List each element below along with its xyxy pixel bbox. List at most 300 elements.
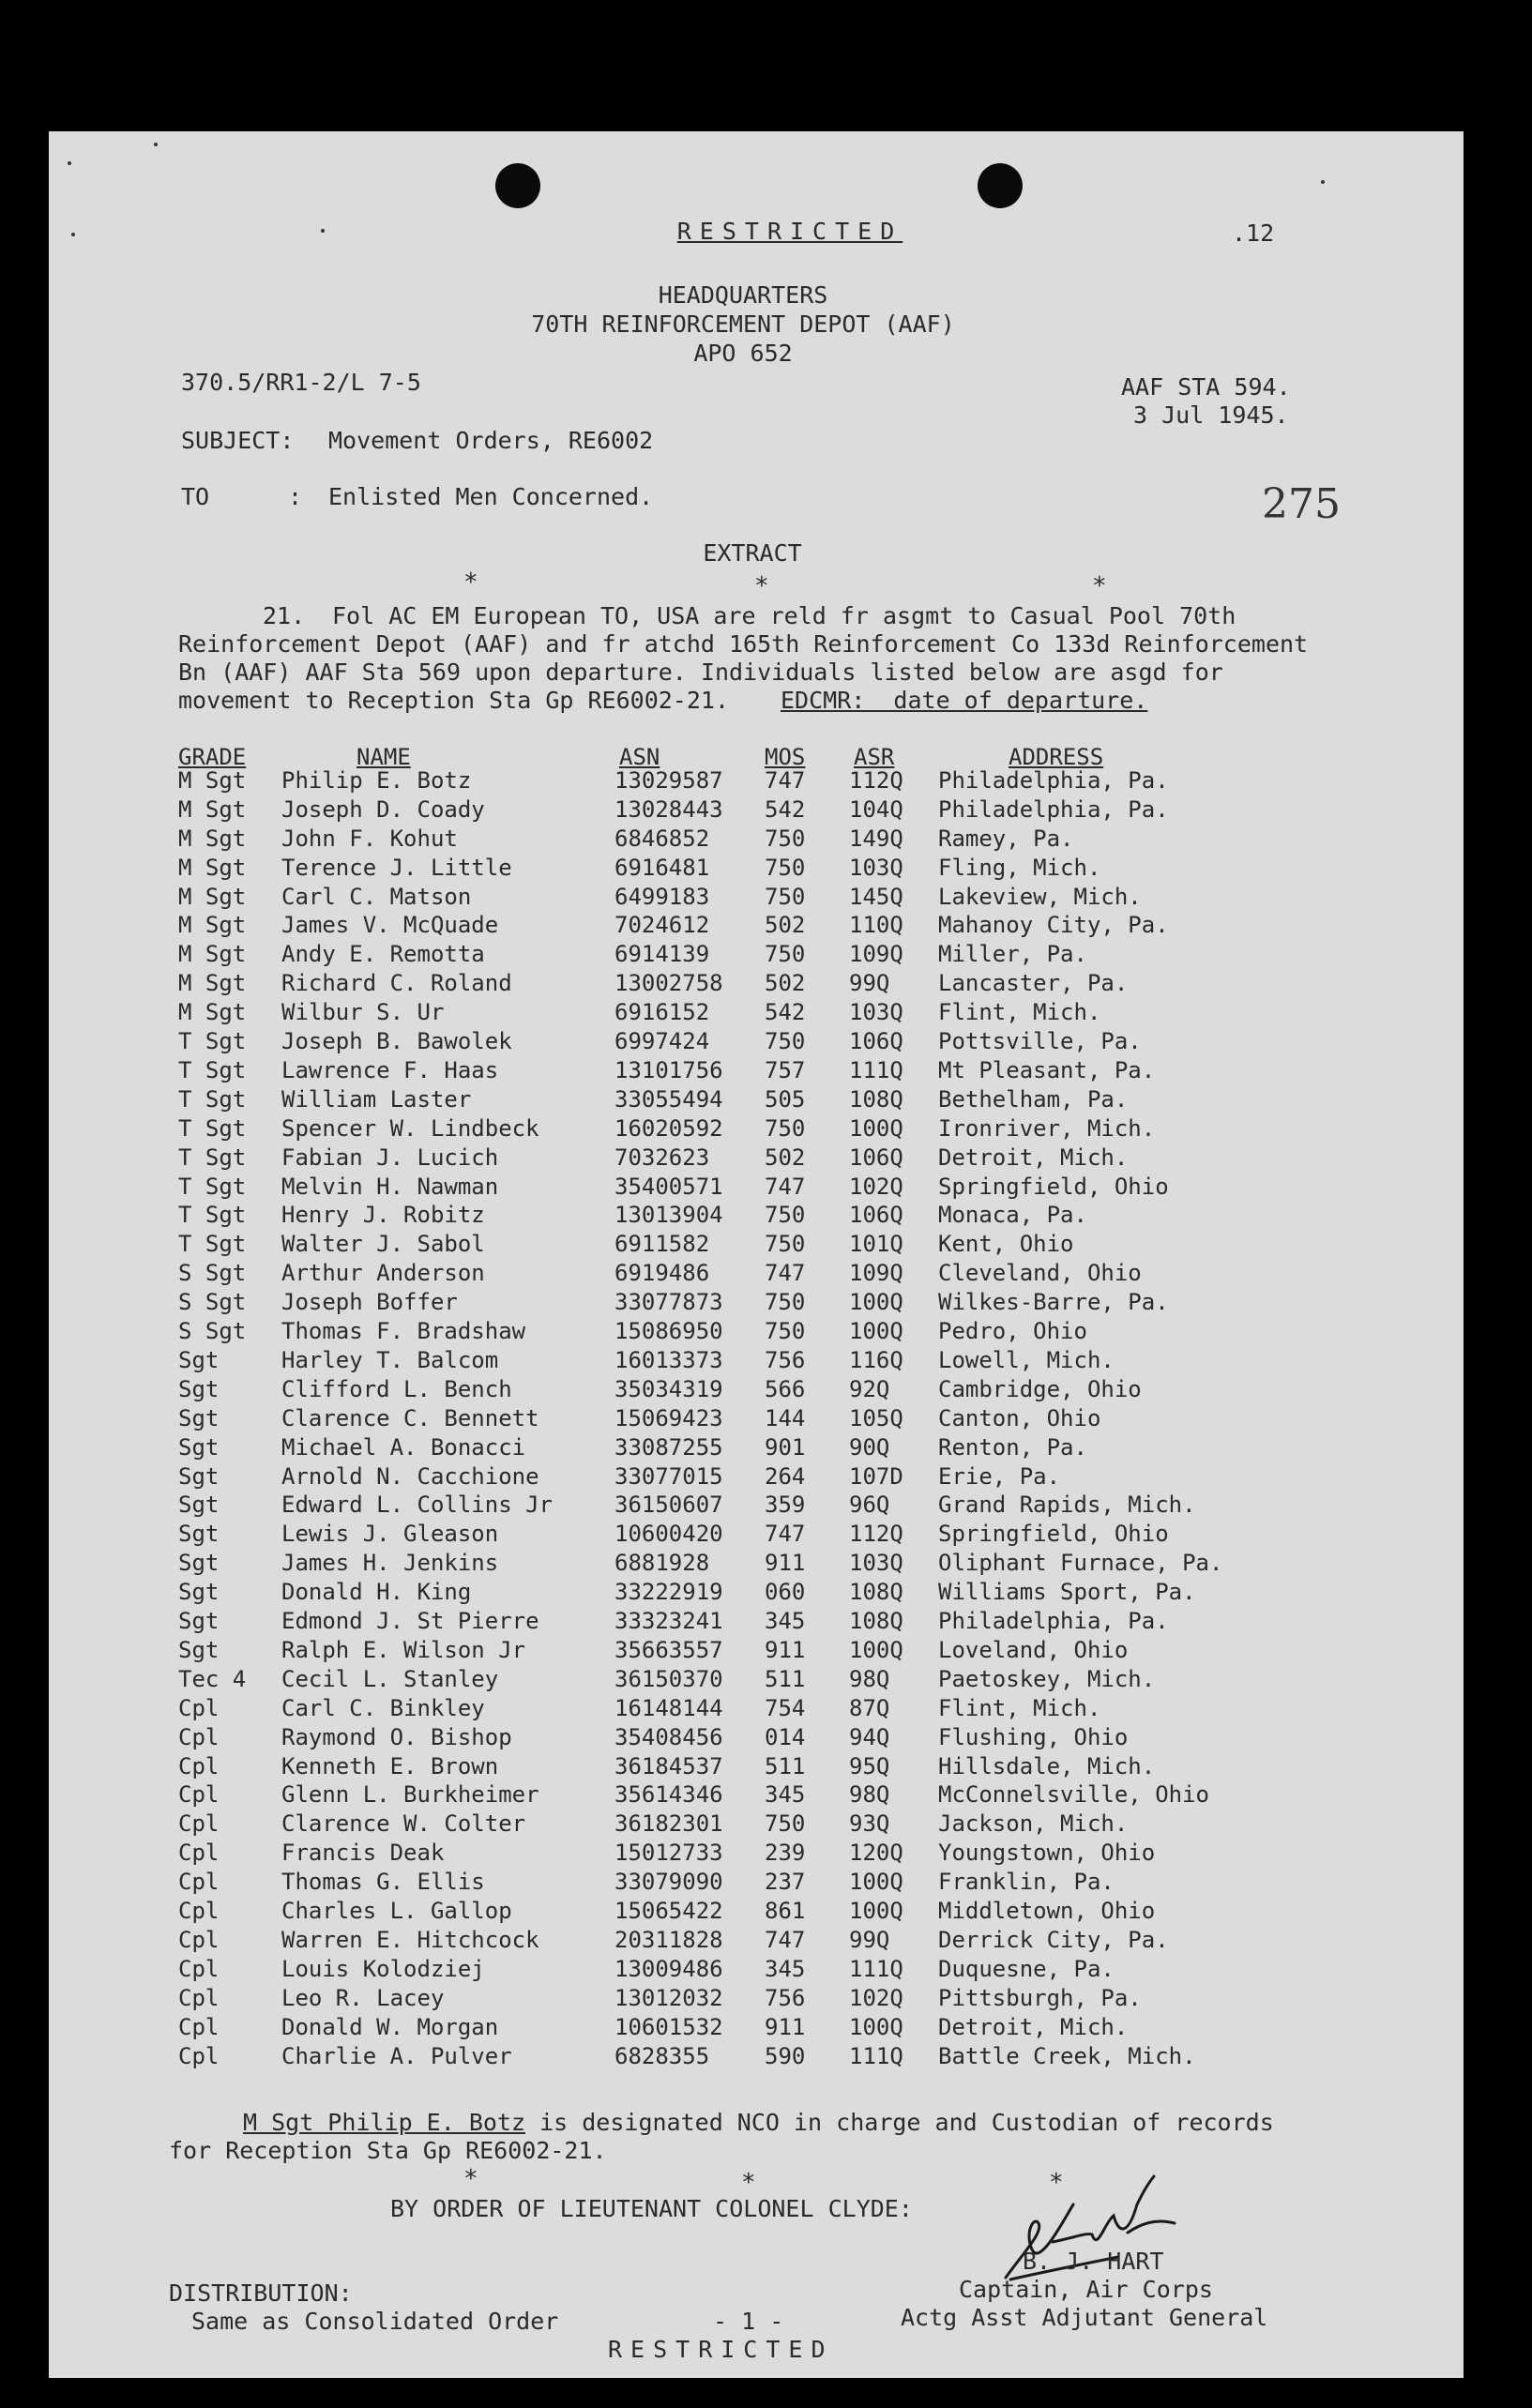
cell-grade: Cpl [178, 2013, 220, 2040]
cell-address: Wilkes-Barre, Pa. [938, 1289, 1169, 1316]
cell-grade: M Sgt [178, 941, 247, 968]
cell-mos: 237 [765, 1869, 806, 1896]
cell-mos: 750 [765, 1231, 806, 1258]
cell-name: Donald W. Morgan [281, 2013, 499, 2040]
cell-asr: 106Q [849, 1143, 903, 1171]
cell-mos: 750 [765, 1202, 806, 1229]
cell-asr: 103Q [849, 854, 903, 881]
cell-mos: 542 [765, 999, 806, 1026]
cell-grade: M Sgt [178, 795, 247, 823]
cell-address: Mahanoy City, Pa. [938, 912, 1169, 939]
cell-mos: 747 [765, 766, 806, 794]
cell-asr: 106Q [849, 1028, 903, 1054]
cell-asn: 33077873 [614, 1289, 723, 1316]
cell-asr: 99Q [849, 1926, 890, 1953]
cell-grade: T Sgt [178, 1202, 247, 1229]
cell-grade: Cpl [178, 1694, 220, 1721]
speck [321, 229, 325, 233]
cell-address: Cleveland, Ohio [938, 1260, 1142, 1287]
cell-mos: 750 [765, 1810, 806, 1838]
restricted-marking-top: RESTRICTED [676, 218, 903, 245]
cell-address: Springfield, Ohio [938, 1173, 1169, 1200]
cell-grade: Cpl [178, 1869, 220, 1896]
paragraph-number: 21. [263, 602, 306, 629]
cell-asn: 33323241 [614, 1608, 723, 1634]
cell-mos: 511 [765, 1752, 806, 1779]
cell-grade: S Sgt [178, 1260, 247, 1287]
cell-name: Michael A. Bonacci [281, 1433, 526, 1461]
cell-asn: 35663557 [614, 1636, 723, 1663]
cell-name: Edmond J. St Pierre [281, 1608, 539, 1634]
cell-asr: 112Q [849, 766, 903, 794]
cell-asn: 6916152 [614, 999, 710, 1026]
cell-mos: 542 [765, 795, 806, 823]
cell-grade: Sgt [178, 1346, 220, 1373]
signer-name: B. J. HART [1023, 2248, 1164, 2275]
cell-asn: 6919486 [614, 1260, 710, 1287]
cell-asr: 116Q [849, 1346, 903, 1373]
cell-name: Philip E. Botz [281, 766, 472, 794]
separator-star: * [1092, 572, 1107, 600]
cell-asn: 7032623 [614, 1143, 710, 1171]
cell-asr: 100Q [849, 1636, 903, 1663]
cell-asr: 102Q [849, 1173, 903, 1200]
cell-grade: T Sgt [178, 1114, 247, 1142]
cell-asn: 33222919 [614, 1579, 723, 1606]
cell-mos: 502 [765, 912, 806, 939]
cell-asn: 6914139 [614, 941, 710, 968]
cell-asr: 111Q [849, 1955, 903, 1982]
cell-name: Donald H. King [281, 1579, 472, 1606]
cell-asr: 120Q [849, 1840, 903, 1867]
cell-asn: 36184537 [614, 1752, 723, 1779]
cell-address: Flint, Mich. [938, 1694, 1101, 1721]
subject-label: SUBJECT: [181, 427, 295, 454]
cell-name: Wilbur S. Ur [281, 999, 445, 1026]
cell-name: William Laster [281, 1085, 472, 1113]
cell-mos: 747 [765, 1260, 806, 1287]
cell-asn: 13013904 [614, 1202, 723, 1229]
cell-address: Loveland, Ohio [938, 1636, 1129, 1663]
cell-asr: 100Q [849, 1114, 903, 1142]
cell-mos: 750 [765, 1028, 806, 1054]
cell-address: Williams Sport, Pa. [938, 1579, 1196, 1606]
cell-asn: 6846852 [614, 825, 710, 852]
cell-mos: 757 [765, 1056, 806, 1083]
cell-grade: Sgt [178, 1433, 220, 1461]
cell-name: Carl C. Binkley [281, 1694, 485, 1721]
cell-asr: 99Q [849, 970, 890, 997]
station-line: AAF STA 594. [1121, 373, 1291, 401]
cell-asr: 100Q [849, 2013, 903, 2040]
cell-address: Battle Creek, Mich. [938, 2042, 1196, 2069]
nco-text: is designated NCO in charge and Custodian of records [525, 2109, 1274, 2136]
nco-designation [243, 2109, 1274, 2137]
cell-name: Cecil L. Stanley [281, 1665, 499, 1692]
cell-address: Kent, Ohio [938, 1231, 1074, 1258]
cell-asr: 96Q [849, 1492, 890, 1519]
cell-grade: Cpl [178, 1898, 220, 1924]
separator-star: * [1049, 2169, 1064, 2197]
cell-asr: 102Q [849, 1984, 903, 2011]
signer-title: Actg Asst Adjutant General [901, 2304, 1268, 2331]
cell-grade: Tec 4 [178, 1665, 247, 1692]
cell-asr: 95Q [849, 1752, 890, 1779]
cell-address: Flushing, Ohio [938, 1723, 1129, 1750]
cell-mos: 511 [765, 1665, 806, 1692]
cell-name: Raymond O. Bishop [281, 1723, 512, 1750]
cell-grade: Cpl [178, 1723, 220, 1750]
cell-grade: M Sgt [178, 883, 247, 910]
cell-mos: 756 [765, 1984, 806, 2011]
cell-address: Renton, Pa. [938, 1433, 1087, 1461]
cell-name: Francis Deak [281, 1840, 445, 1867]
hq-line: HEADQUARTERS [658, 281, 828, 309]
cell-asr: 106Q [849, 1202, 903, 1229]
cell-name: Andy E. Remotta [281, 941, 485, 968]
cell-name: Charlie A. Pulver [281, 2042, 512, 2069]
cell-name: Edward L. Collins Jr [281, 1492, 553, 1519]
cell-grade: Sgt [178, 1608, 220, 1634]
cell-mos: 911 [765, 1550, 806, 1577]
cell-asn: 10600420 [614, 1521, 723, 1548]
cell-name: Louis Kolodziej [281, 1955, 485, 1982]
cell-address: Pittsburgh, Pa. [938, 1984, 1142, 2011]
cell-address: Springfield, Ohio [938, 1521, 1169, 1548]
column-header-asn: ASN [619, 744, 660, 770]
cell-address: Monaca, Pa. [938, 1202, 1087, 1229]
cell-address: McConnelsville, Ohio [938, 1781, 1209, 1809]
cell-address: Cambridge, Ohio [938, 1375, 1142, 1402]
cell-mos: 750 [765, 1114, 806, 1142]
cell-name: James V. McQuade [281, 912, 499, 939]
cell-name: Harley T. Balcom [281, 1346, 499, 1373]
cell-asn: 6499183 [614, 883, 710, 910]
cell-address: Pedro, Ohio [938, 1318, 1087, 1344]
cell-asn: 35400571 [614, 1173, 723, 1200]
cell-name: Joseph Boffer [281, 1289, 458, 1316]
body-line: Bn (AAF) AAF Sta 569 upon departure. Individuals listed below are asgd for [178, 659, 1223, 686]
separator-star: * [754, 572, 769, 600]
cell-name: Lawrence F. Haas [281, 1056, 499, 1083]
cell-mos: 264 [765, 1462, 806, 1490]
cell-grade: S Sgt [178, 1318, 247, 1344]
extract-title: EXTRACT [703, 539, 802, 567]
cell-grade: Sgt [178, 1550, 220, 1577]
speck [71, 233, 75, 236]
cell-grade: T Sgt [178, 1173, 247, 1200]
cell-name: Clarence W. Colter [281, 1810, 526, 1838]
cell-grade: M Sgt [178, 970, 247, 997]
cell-address: Philadelphia, Pa. [938, 766, 1169, 794]
cell-address: Middletown, Ohio [938, 1898, 1156, 1924]
cell-asr: 111Q [849, 2042, 903, 2069]
cell-address: Oliphant Furnace, Pa. [938, 1550, 1223, 1577]
signer-rank: Captain, Air Corps [959, 2276, 1213, 2303]
body-line: movement to Reception Sta Gp RE6002-21. [178, 687, 729, 714]
cell-asn: 35614346 [614, 1781, 723, 1809]
cell-grade: M Sgt [178, 912, 247, 939]
cell-mos: 239 [765, 1840, 806, 1867]
cell-asn: 16148144 [614, 1694, 723, 1721]
cell-asn: 15086950 [614, 1318, 723, 1344]
cell-mos: 144 [765, 1404, 806, 1431]
cell-asn: 6881928 [614, 1550, 710, 1577]
cell-mos: 502 [765, 970, 806, 997]
cell-asr: 98Q [849, 1781, 890, 1809]
cell-address: Franklin, Pa. [938, 1869, 1115, 1896]
cell-mos: 505 [765, 1085, 806, 1113]
cell-asr: 90Q [849, 1433, 890, 1461]
cell-asr: 104Q [849, 795, 903, 823]
cell-asn: 33087255 [614, 1433, 723, 1461]
cell-grade: T Sgt [178, 1085, 247, 1113]
cell-asr: 101Q [849, 1231, 903, 1258]
cell-mos: 750 [765, 883, 806, 910]
cell-asn: 36150370 [614, 1665, 723, 1692]
cell-name: Henry J. Robitz [281, 1202, 485, 1229]
cell-mos: 861 [765, 1898, 806, 1924]
cell-mos: 911 [765, 2013, 806, 2040]
cell-grade: M Sgt [178, 854, 247, 881]
hq-unit-line: 70TH REINFORCEMENT DEPOT (AAF) [531, 310, 955, 338]
column-header-asr: ASR [854, 744, 895, 770]
punch-hole [978, 163, 1023, 208]
cell-grade: T Sgt [178, 1028, 247, 1054]
cell-grade: Cpl [178, 1926, 220, 1953]
cell-grade: T Sgt [178, 1231, 247, 1258]
cell-name: Lewis J. Gleason [281, 1521, 499, 1548]
cell-name: Terence J. Little [281, 854, 512, 881]
punch-hole [495, 163, 540, 208]
nco-name: M Sgt Philip E. Botz [243, 2109, 526, 2136]
cell-asr: 100Q [849, 1289, 903, 1316]
cell-asr: 145Q [849, 883, 903, 910]
cell-name: Warren E. Hitchcock [281, 1926, 539, 1953]
cell-asr: 107D [849, 1462, 903, 1490]
cell-asn: 35034319 [614, 1375, 723, 1402]
cell-asn: 13028443 [614, 795, 723, 823]
cell-address: Lancaster, Pa. [938, 970, 1129, 997]
cell-mos: 750 [765, 1318, 806, 1344]
cell-asn: 13101756 [614, 1056, 723, 1083]
cell-address: Ramey, Pa. [938, 825, 1074, 852]
cell-name: Thomas F. Bradshaw [281, 1318, 526, 1344]
hq-apo-line: APO 652 [693, 340, 793, 367]
cell-mos: 566 [765, 1375, 806, 1402]
cell-address: Lakeview, Mich. [938, 883, 1142, 910]
cell-asn: 33077015 [614, 1462, 723, 1490]
cell-asr: 100Q [849, 1318, 903, 1344]
document-page [49, 131, 1464, 2378]
cell-mos: 750 [765, 1289, 806, 1316]
speck [1321, 180, 1325, 184]
cell-asr: 100Q [849, 1869, 903, 1896]
cell-asr: 112Q [849, 1521, 903, 1548]
cell-grade: T Sgt [178, 1143, 247, 1171]
cell-asr: 98Q [849, 1665, 890, 1692]
cell-grade: Cpl [178, 1840, 220, 1867]
cell-asr: 103Q [849, 999, 903, 1026]
nco-line-2: for Reception Sta Gp RE6002-21. [169, 2137, 607, 2164]
cell-asn: 36150607 [614, 1492, 723, 1519]
cell-address: Pottsville, Pa. [938, 1028, 1142, 1054]
cell-address: Ironriver, Mich. [938, 1114, 1156, 1142]
cell-name: James H. Jenkins [281, 1550, 499, 1577]
edcmr-note: EDCMR: date of departure. [781, 687, 1148, 714]
cell-address: Canton, Ohio [938, 1404, 1101, 1431]
cell-asn: 13002758 [614, 970, 723, 997]
cell-name: Thomas G. Ellis [281, 1869, 485, 1896]
cell-grade: Cpl [178, 1984, 220, 2011]
cell-asr: 109Q [849, 1260, 903, 1287]
cell-address: Lowell, Mich. [938, 1346, 1115, 1373]
cell-name: Glenn L. Burkheimer [281, 1781, 539, 1809]
to-value: Enlisted Men Concerned. [328, 483, 654, 510]
cell-grade: M Sgt [178, 999, 247, 1026]
cell-mos: 750 [765, 825, 806, 852]
cell-name: Melvin H. Nawman [281, 1173, 499, 1200]
cell-grade: Cpl [178, 1955, 220, 1982]
cell-mos: 345 [765, 1955, 806, 1982]
cell-address: Bethelham, Pa. [938, 1085, 1129, 1113]
separator-star: * [463, 568, 478, 597]
cell-mos: 911 [765, 1636, 806, 1663]
cell-address: Grand Rapids, Mich. [938, 1492, 1196, 1519]
cell-asr: 108Q [849, 1608, 903, 1634]
cell-mos: 747 [765, 1521, 806, 1548]
cell-mos: 590 [765, 2042, 806, 2069]
body-line: Reinforcement Depot (AAF) and fr atchd 165th Reinforcement Co 133d Reinforcement [178, 630, 1309, 658]
cell-asn: 13012032 [614, 1984, 723, 2011]
cell-mos: 747 [765, 1173, 806, 1200]
file-reference: 370.5/RR1-2/L 7-5 [181, 369, 421, 396]
cell-asn: 33055494 [614, 1085, 723, 1113]
cell-address: Hillsdale, Mich. [938, 1752, 1156, 1779]
cell-name: Joseph B. Bawolek [281, 1028, 512, 1054]
cell-asn: 20311828 [614, 1926, 723, 1953]
distribution-label: DISTRIBUTION: [169, 2279, 353, 2307]
cell-asn: 16013373 [614, 1346, 723, 1373]
cell-name: Spencer W. Lindbeck [281, 1114, 539, 1142]
cell-asn: 16020592 [614, 1114, 723, 1142]
cell-grade: T Sgt [178, 1056, 247, 1083]
separator-star: * [463, 2165, 478, 2193]
speck [154, 143, 158, 146]
cell-asn: 6828355 [614, 2042, 710, 2069]
date-line: 3 Jul 1945. [1133, 401, 1289, 429]
cell-asr: 94Q [849, 1723, 890, 1750]
cell-asn: 6916481 [614, 854, 710, 881]
cell-asr: 100Q [849, 1898, 903, 1924]
cell-grade: Cpl [178, 1752, 220, 1779]
cell-grade: Sgt [178, 1404, 220, 1431]
cell-asr: 92Q [849, 1375, 890, 1402]
cell-asn: 6911582 [614, 1231, 710, 1258]
speck [68, 161, 71, 165]
cell-mos: 750 [765, 854, 806, 881]
cell-mos: 345 [765, 1781, 806, 1809]
cell-address: Miller, Pa. [938, 941, 1087, 968]
cell-address: Flint, Mich. [938, 999, 1101, 1026]
cell-address: Paetoskey, Mich. [938, 1665, 1156, 1692]
cell-address: Derrick City, Pa. [938, 1926, 1169, 1953]
cell-asn: 10601532 [614, 2013, 723, 2040]
cell-grade: Cpl [178, 1781, 220, 1809]
cell-asr: 93Q [849, 1810, 890, 1838]
cell-mos: 014 [765, 1723, 806, 1750]
body-line: Fol AC EM European TO, USA are reld fr asgmt to Casual Pool 70th [332, 602, 1236, 629]
cell-name: Walter J. Sabol [281, 1231, 485, 1258]
cell-address: Jackson, Mich. [938, 1810, 1129, 1838]
cell-address: Youngstown, Ohio [938, 1840, 1156, 1867]
cell-mos: 750 [765, 941, 806, 968]
cell-name: Arthur Anderson [281, 1260, 485, 1287]
cell-asn: 13009486 [614, 1955, 723, 1982]
cell-mos: 345 [765, 1608, 806, 1634]
cell-asn: 6997424 [614, 1028, 710, 1054]
distribution-value: Same as Consolidated Order [191, 2308, 559, 2335]
cell-name: Clifford L. Bench [281, 1375, 512, 1402]
cell-mos: 359 [765, 1492, 806, 1519]
cell-mos: 747 [765, 1926, 806, 1953]
cell-asn: 35408456 [614, 1723, 723, 1750]
column-header-grade: GRADE [178, 744, 247, 770]
cell-name: Clarence C. Bennett [281, 1404, 539, 1431]
cell-asr: 108Q [849, 1579, 903, 1606]
column-header-address: ADDRESS [1009, 744, 1104, 770]
cell-asr: 111Q [849, 1056, 903, 1083]
cell-asr: 103Q [849, 1550, 903, 1577]
cell-name: Kenneth E. Brown [281, 1752, 499, 1779]
column-header-name: NAME [356, 744, 411, 770]
cell-asr: 149Q [849, 825, 903, 852]
page-number: - 1 - [713, 2308, 784, 2335]
cell-grade: Cpl [178, 1810, 220, 1838]
cell-address: Duquesne, Pa. [938, 1955, 1115, 1982]
cell-address: Philadelphia, Pa. [938, 795, 1169, 823]
cell-asr: 105Q [849, 1404, 903, 1431]
cell-name: Ralph E. Wilson Jr [281, 1636, 526, 1663]
cell-name: Richard C. Roland [281, 970, 512, 997]
cell-grade: M Sgt [178, 766, 247, 794]
cell-name: Fabian J. Lucich [281, 1143, 499, 1171]
cell-name: John F. Kohut [281, 825, 458, 852]
cell-asn: 15069423 [614, 1404, 723, 1431]
cell-asn: 33079090 [614, 1869, 723, 1896]
cell-address: Erie, Pa. [938, 1462, 1061, 1490]
separator-star: * [741, 2169, 756, 2197]
cell-asn: 15012733 [614, 1840, 723, 1867]
cell-name: Arnold N. Cacchione [281, 1462, 539, 1490]
stamp-number: 275 [1262, 480, 1341, 528]
cell-mos: 502 [765, 1143, 806, 1171]
cell-grade: Sgt [178, 1375, 220, 1402]
page-mark: .12 [1232, 220, 1275, 247]
cell-grade: S Sgt [178, 1289, 247, 1316]
cell-mos: 754 [765, 1694, 806, 1721]
cell-asn: 15065422 [614, 1898, 723, 1924]
cell-asr: 109Q [849, 941, 903, 968]
cell-address: Fling, Mich. [938, 854, 1101, 881]
cell-grade: Sgt [178, 1636, 220, 1663]
cell-grade: Sgt [178, 1579, 220, 1606]
cell-grade: Sgt [178, 1521, 220, 1548]
cell-mos: 060 [765, 1579, 806, 1606]
cell-mos: 901 [765, 1433, 806, 1461]
to-colon: : [288, 483, 303, 510]
cell-name: Joseph D. Coady [281, 795, 485, 823]
